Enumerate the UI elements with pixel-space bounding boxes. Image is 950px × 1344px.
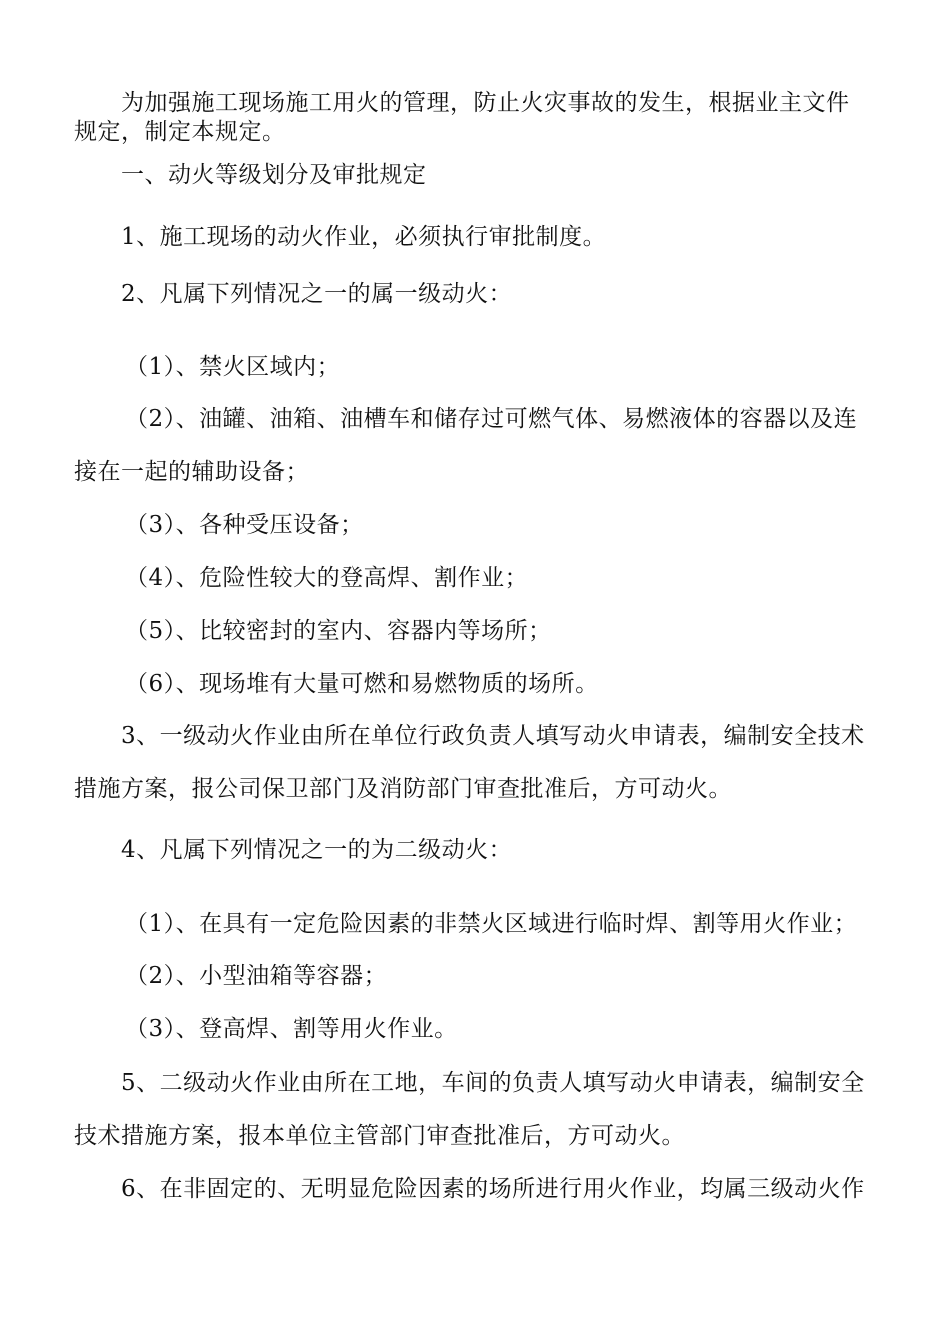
- paragraph-1: 1、施工现场的动火作业，必须执行审批制度。: [121, 224, 607, 250]
- paragraph-3-line-1: 3、一级动火作业由所在单位行政负责人填写动火申请表，编制安全技术: [121, 723, 865, 749]
- list-item: （1）、在具有一定危险因素的非禁火区域进行临时焊、割等用火作业；: [125, 911, 858, 937]
- list-item: （1）、禁火区域内；: [125, 354, 341, 380]
- intro-line-1: 为加强施工现场施工用火的管理，防止火灾事故的发生，根据业主文件: [121, 90, 850, 116]
- paragraph-5-line-2: 技术措施方案，报本单位主管部门审查批准后，方可动火。: [74, 1123, 685, 1149]
- section-heading-1: 一、动火等级划分及审批规定: [121, 162, 427, 188]
- paragraph-6-line-1: 6、在非固定的、无明显危险因素的场所进行用火作业，均属三级动火作: [121, 1176, 865, 1202]
- paragraph-2: 2、凡属下列情况之一的属一级动火：: [121, 281, 513, 307]
- list-item: （3）、登高焊、割等用火作业。: [125, 1016, 458, 1042]
- paragraph-5-line-1: 5、二级动火作业由所在工地，车间的负责人填写动火申请表，编制安全: [121, 1070, 865, 1096]
- list-item: （6）、现场堆有大量可燃和易燃物质的场所。: [125, 671, 599, 697]
- intro-line-2: 规定，制定本规定。: [74, 119, 286, 145]
- paragraph-4: 4、凡属下列情况之一的为二级动火：: [121, 837, 513, 863]
- list-item: （2）、小型油箱等容器；: [125, 963, 388, 989]
- paragraph-3-line-2: 措施方案，报公司保卫部门及消防部门审查批准后，方可动火。: [74, 776, 732, 802]
- list-item-continuation: 接在一起的辅助设备；: [74, 459, 309, 485]
- list-item: （2）、油罐、油箱、油槽车和储存过可燃气体、易燃液体的容器以及连: [125, 406, 858, 432]
- list-item: （4）、危险性较大的登高焊、割作业；: [125, 565, 529, 591]
- list-item: （5）、比较密封的室内、容器内等场所；: [125, 618, 552, 644]
- list-item: （3）、各种受压设备；: [125, 512, 364, 538]
